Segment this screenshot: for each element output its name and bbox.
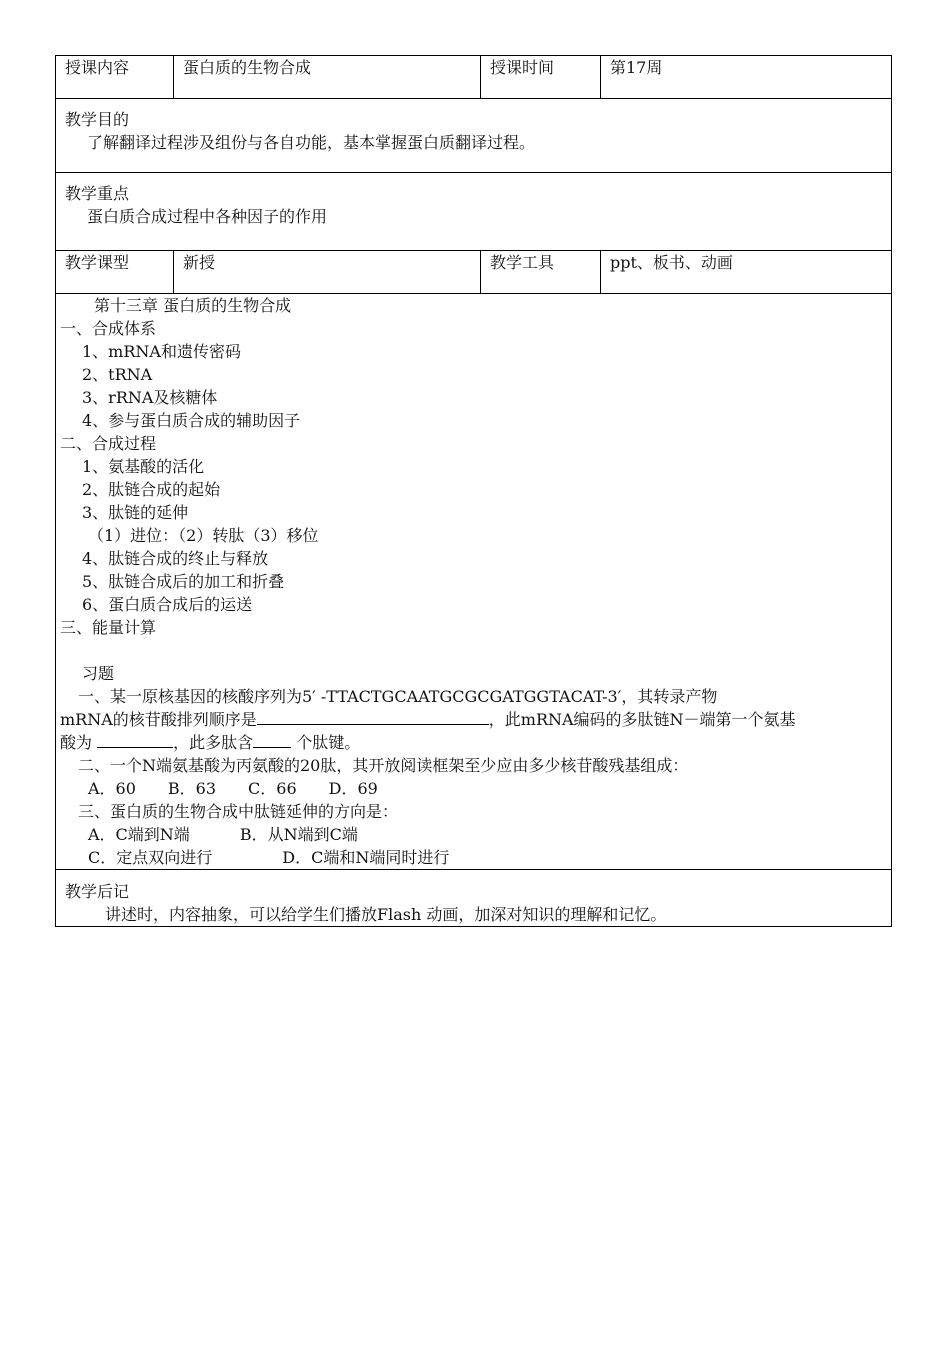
postscript-label: 教学后记	[65, 882, 130, 901]
objective-text: 了解翻译过程涉及组份与各自功能，基本掌握蛋白质翻译过程。	[87, 133, 536, 152]
list-item: 6、蛋白质合成后的运送	[82, 595, 253, 614]
question-2-options: A．60 B．63 C．66 D．69	[88, 779, 378, 798]
time-value: 第17周	[601, 56, 892, 99]
exercises-title: 习题	[82, 664, 115, 683]
content-body-row	[56, 294, 892, 870]
focus-row	[56, 173, 892, 251]
question-3-options-cd: C．定点双向进行 D．C端和N端同时进行	[88, 848, 450, 867]
answer-blank	[253, 732, 291, 748]
type-row	[56, 251, 892, 294]
focus-text: 蛋白质合成过程中各种因子的作用	[87, 207, 328, 226]
answer-blank	[97, 732, 173, 748]
list-item: 4、肽链合成的终止与释放	[82, 549, 269, 568]
question-3-options-ab: A．C端到N端 B．从N端到C端	[88, 825, 358, 844]
focus-label: 教学重点	[65, 184, 130, 203]
content-value: 蛋白质的生物合成	[174, 56, 481, 99]
postscript-row	[56, 870, 892, 927]
postscript-text: 讲述时，内容抽象，可以给学生们播放Flash 动画，加深对知识的理解和记忆。	[105, 905, 667, 924]
objective-label: 教学目的	[65, 110, 130, 129]
sub-list-item: （1）进位：（2）转肽（3）移位	[88, 526, 319, 545]
objective-row	[56, 99, 892, 173]
type-label: 教学课型	[56, 251, 174, 294]
list-item: 3、rRNA及核糖体	[82, 388, 218, 407]
section-heading: 一、合成体系	[60, 319, 157, 338]
list-item: 3、肽链的延伸	[82, 503, 189, 522]
question-1-line-1: 一、某一原核基因的核酸序列为5′ -TTACTGCAATGCGCGATGGTACAT-3′，其转录产物	[78, 687, 718, 706]
list-item: 4、参与蛋白质合成的辅助因子	[82, 411, 301, 430]
chapter-title: 第十三章 蛋白质的生物合成	[94, 296, 292, 315]
section-heading: 三、能量计算	[60, 618, 157, 637]
question-2: 二、一个N端氨基酸为丙氨酸的20肽，其开放阅读框架至少应由多少核苷酸残基组成：	[78, 756, 689, 775]
section-heading: 二、合成过程	[60, 434, 157, 453]
question-1-line-2: mRNA的核苷酸排列顺序是 ，此mRNA编码的多肽链N－端第一个氨基	[60, 710, 796, 729]
tools-value: ppt、板书、动画	[601, 251, 892, 294]
list-item: 1、mRNA和遗传密码	[82, 342, 241, 361]
list-item: 2、肽链合成的起始	[82, 480, 221, 499]
list-item: 5、肽链合成后的加工和折叠	[82, 572, 285, 591]
tools-label: 教学工具	[481, 251, 601, 294]
lesson-plan-table	[55, 55, 892, 927]
content-row	[56, 56, 892, 99]
question-1-line-3: 酸为 ，此多肽含 个肽键。	[60, 733, 361, 752]
type-value: 新授	[174, 251, 481, 294]
time-label: 授课时间	[481, 56, 601, 99]
answer-blank	[257, 709, 489, 725]
content-label: 授课内容	[56, 56, 174, 99]
list-item: 2、tRNA	[82, 365, 153, 384]
question-3: 三、蛋白质的生物合成中肽链延伸的方向是：	[78, 802, 399, 821]
list-item: 1、氨基酸的活化	[82, 457, 205, 476]
